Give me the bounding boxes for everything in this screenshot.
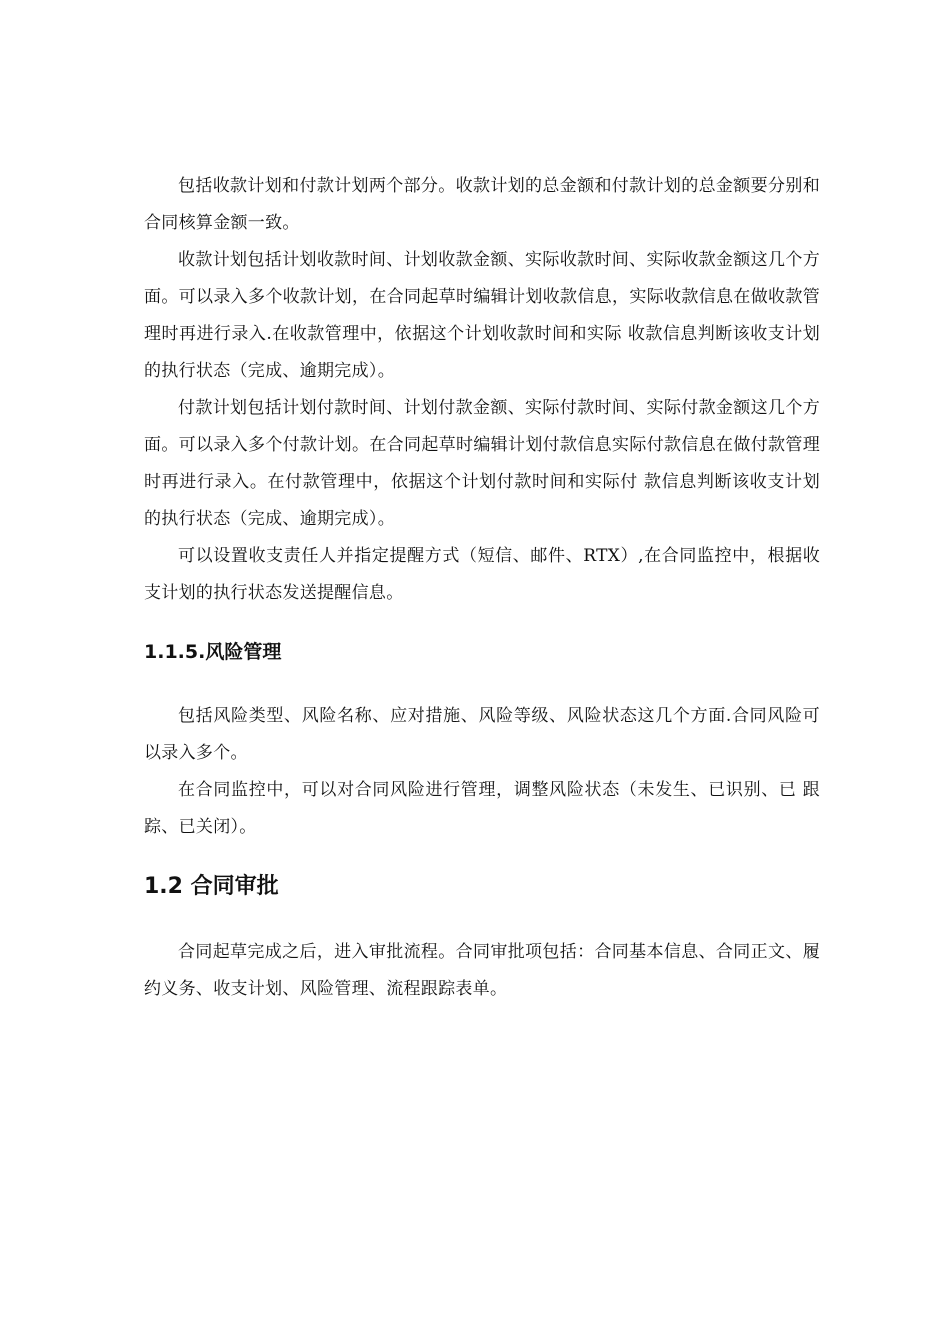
paragraph-reminder-settings: 可以设置收支责任人并指定提醒方式（短信、邮件、RTX）,在合同监控中，根据收 支计划的执行状态发送提醒信息。: [144, 546, 820, 603]
section-heading-risk-management: 1.1.5.风险管理: [144, 641, 282, 663]
paragraph-risk-monitoring: 在合同监控中，可以对合同风险进行管理，调整风险状态（未发生、已识别、已 跟踪、已关闭）。: [144, 780, 820, 837]
section-heading-contract-approval: 1.2 合同审批: [144, 874, 279, 899]
paragraph-payment-plan: 付款计划包括计划付款时间、计划付款金额、实际付款时间、实际付款金额这几个方面。可以录入多个付款计划。在合同起草时编辑计划付款信息实际付款信息在做付款管理时再进行录入。在付款管理中，依据这个计划付款时间和实际付 款信息判断该收支计划的执行状态（完成、逾期完成）。: [144, 398, 820, 529]
paragraph-risk-overview: 包括风险类型、风险名称、应对措施、风险等级、风险状态这几个方面.合同风险可以录入多个。: [144, 706, 820, 763]
document-body: [144, 168, 820, 1008]
paragraph-receipt-plan: 收款计划包括计划收款时间、计划收款金额、实际收款时间、实际收款金额这几个方面。可以录入多个收款计划，在合同起草时编辑计划收款信息，实际收款信息在做收款管理时再进行录入.在收款管理中，依据这个计划收款时间和实际 收款信息判断该收支计划的执行状态（完成、逾期完成）。: [144, 250, 820, 381]
paragraph-payment-plan-overview: 包括收款计划和付款计划两个部分。收款计划的总金额和付款计划的总金额要分别和合同核算金额一致。: [144, 176, 820, 233]
paragraph-approval-flow: 合同起草完成之后，进入审批流程。合同审批项包括：合同基本信息、合同正文、履约义务、收支计划、风险管理、流程跟踪表单。: [144, 942, 820, 999]
